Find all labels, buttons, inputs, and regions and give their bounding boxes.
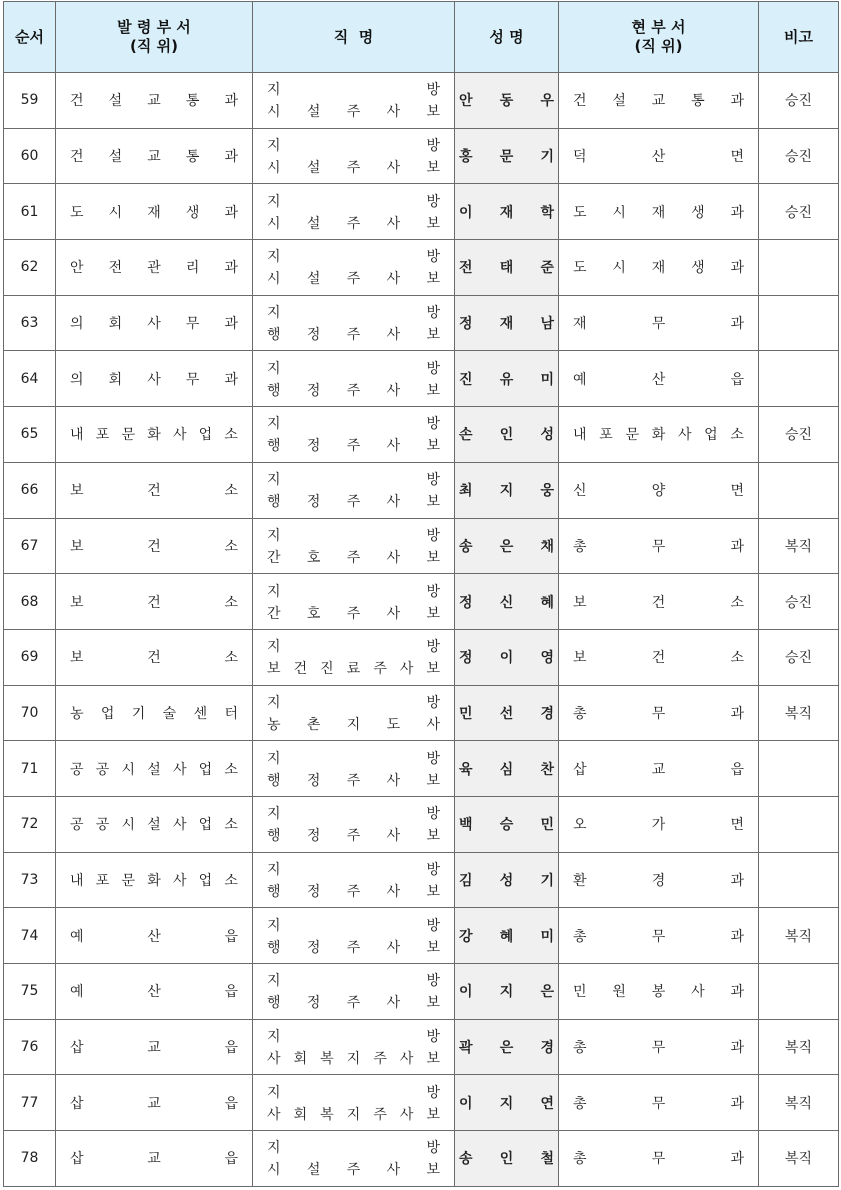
- row-seq: 61: [4, 184, 56, 240]
- row-rank-top: 지 방: [267, 193, 440, 210]
- row-seq: 66: [4, 462, 56, 518]
- row-note: 승진: [759, 629, 839, 685]
- row-rank-bottom: 시 설 주 사 보: [267, 215, 440, 232]
- row-name: 정 재 남: [455, 295, 559, 351]
- row-issuing-dept: 의 회 사 무 과: [56, 295, 253, 351]
- row-rank-top: 지 방: [267, 82, 440, 99]
- row-rank-top: 지 방: [267, 1140, 440, 1157]
- row-seq: 72: [4, 796, 56, 852]
- row-note: 승진: [759, 574, 839, 630]
- row-rank-top: 지 방: [267, 806, 440, 823]
- row-rank: [253, 685, 455, 741]
- row-issuing-dept: 공 공 시 설 사 업 소: [56, 796, 253, 852]
- row-rank: [253, 1019, 455, 1075]
- header-seq: 순서: [4, 2, 56, 73]
- row-rank-bottom: 행 정 주 사 보: [267, 883, 440, 900]
- row-name: 육 심 찬: [455, 741, 559, 797]
- row-rank: [253, 184, 455, 240]
- row-rank-top: 지 방: [267, 416, 440, 433]
- table-row: [4, 462, 839, 518]
- row-seq: 69: [4, 629, 56, 685]
- row-issuing-dept: 삽 교 읍: [56, 1075, 253, 1131]
- table-row: [4, 685, 839, 741]
- header-current-dept-line2: (직 위): [634, 37, 683, 55]
- row-current-dept: 예 산 읍: [559, 351, 759, 407]
- row-rank-bottom: 시 설 주 사 보: [267, 104, 440, 121]
- header-issuing-dept: [56, 2, 253, 73]
- row-note: 복직: [759, 518, 839, 574]
- row-rank: [253, 852, 455, 908]
- row-current-dept: 총 무 과: [559, 1075, 759, 1131]
- row-note: [759, 741, 839, 797]
- row-rank: [253, 295, 455, 351]
- row-seq: 74: [4, 908, 56, 964]
- row-rank: [253, 351, 455, 407]
- row-seq: 73: [4, 852, 56, 908]
- table-row: [4, 964, 839, 1020]
- row-note: [759, 796, 839, 852]
- row-name: 백 승 민: [455, 796, 559, 852]
- row-note: [759, 351, 839, 407]
- row-rank-bottom: 시 설 주 사 보: [267, 1162, 440, 1179]
- row-rank: [253, 407, 455, 463]
- table-row: [4, 852, 839, 908]
- row-rank-bottom: 행 정 주 사 보: [267, 382, 440, 399]
- row-seq: 71: [4, 741, 56, 797]
- row-name: 정 이 영: [455, 629, 559, 685]
- row-rank-top: 지 방: [267, 360, 440, 377]
- row-note: 승진: [759, 407, 839, 463]
- row-current-dept: 내 포 문 화 사 업 소: [559, 407, 759, 463]
- row-issuing-dept: 예 산 읍: [56, 908, 253, 964]
- table-row: [4, 128, 839, 184]
- row-rank-top: 지 방: [267, 305, 440, 322]
- row-current-dept: 덕 산 면: [559, 128, 759, 184]
- row-rank-bottom: 행 정 주 사 보: [267, 494, 440, 511]
- header-current-dept-line1: 현 부 서: [631, 18, 686, 36]
- row-rank-bottom: 간 호 주 사 보: [267, 605, 440, 622]
- row-seq: 75: [4, 964, 56, 1020]
- row-issuing-dept: 삽 교 읍: [56, 1131, 253, 1187]
- row-rank: [253, 73, 455, 129]
- row-note: 복직: [759, 685, 839, 741]
- row-name: 홍 문 기: [455, 128, 559, 184]
- row-rank-bottom: 행 정 주 사 보: [267, 828, 440, 845]
- row-issuing-dept: 삽 교 읍: [56, 1019, 253, 1075]
- row-issuing-dept: 농 업 기 술 센 터: [56, 685, 253, 741]
- row-name: 진 유 미: [455, 351, 559, 407]
- row-current-dept: 도 시 재 생 과: [559, 240, 759, 296]
- row-rank: [253, 462, 455, 518]
- row-name: 민 선 경: [455, 685, 559, 741]
- row-note: [759, 852, 839, 908]
- row-note: 승진: [759, 184, 839, 240]
- row-name: 곽 은 경: [455, 1019, 559, 1075]
- row-issuing-dept: 건 설 교 통 과: [56, 73, 253, 129]
- row-rank: [253, 128, 455, 184]
- row-rank-top: 지 방: [267, 1029, 440, 1046]
- row-rank-top: 지 방: [267, 694, 440, 711]
- row-note: 복직: [759, 908, 839, 964]
- row-name: 송 은 채: [455, 518, 559, 574]
- row-rank-top: 지 방: [267, 138, 440, 155]
- row-issuing-dept: 보 건 소: [56, 462, 253, 518]
- row-rank-top: 지 방: [267, 639, 440, 656]
- table-row: [4, 73, 839, 129]
- row-rank-bottom: 행 정 주 사 보: [267, 939, 440, 956]
- row-seq: 59: [4, 73, 56, 129]
- table-header: [4, 2, 839, 73]
- table-row: [4, 908, 839, 964]
- table-row: [4, 518, 839, 574]
- row-rank-top: 지 방: [267, 1084, 440, 1101]
- row-seq: 65: [4, 407, 56, 463]
- row-rank-bottom: 시 설 주 사 보: [267, 271, 440, 288]
- row-current-dept: 민 원 봉 사 과: [559, 964, 759, 1020]
- row-issuing-dept: 보 건 소: [56, 518, 253, 574]
- row-rank-bottom: 시 설 주 사 보: [267, 160, 440, 177]
- row-rank-top: 지 방: [267, 861, 440, 878]
- row-seq: 68: [4, 574, 56, 630]
- row-current-dept: 도 시 재 생 과: [559, 184, 759, 240]
- header-note: 비고: [759, 2, 839, 73]
- row-rank-bottom: 행 정 주 사 보: [267, 438, 440, 455]
- row-rank-bottom: 농 촌 지 도 사: [267, 716, 440, 733]
- row-seq: 67: [4, 518, 56, 574]
- row-rank: [253, 741, 455, 797]
- row-rank-top: 지 방: [267, 973, 440, 990]
- header-rank: 직 명: [253, 2, 455, 73]
- row-current-dept: 총 무 과: [559, 685, 759, 741]
- row-issuing-dept: 내 포 문 화 사 업 소: [56, 407, 253, 463]
- row-seq: 70: [4, 685, 56, 741]
- row-rank: [253, 574, 455, 630]
- table-row: [4, 407, 839, 463]
- row-seq: 78: [4, 1131, 56, 1187]
- row-name: 전 태 준: [455, 240, 559, 296]
- row-current-dept: 총 무 과: [559, 1131, 759, 1187]
- row-rank-top: 지 방: [267, 527, 440, 544]
- row-issuing-dept: 보 건 소: [56, 629, 253, 685]
- row-rank: [253, 964, 455, 1020]
- row-rank: [253, 796, 455, 852]
- header-issuing-dept-line1: 발 령 부 서: [117, 18, 191, 36]
- row-current-dept: 보 건 소: [559, 574, 759, 630]
- row-rank-top: 지 방: [267, 472, 440, 489]
- row-name: 이 지 연: [455, 1075, 559, 1131]
- table-row: [4, 629, 839, 685]
- row-issuing-dept: 내 포 문 화 사 업 소: [56, 852, 253, 908]
- row-rank-bottom: 간 호 주 사 보: [267, 549, 440, 566]
- table-body: [4, 73, 839, 1187]
- header-issuing-dept-line2: (직 위): [130, 37, 178, 55]
- row-rank: [253, 1075, 455, 1131]
- table-row: [4, 351, 839, 407]
- row-name: 강 혜 미: [455, 908, 559, 964]
- row-rank-bottom: 행 정 주 사 보: [267, 995, 440, 1012]
- row-current-dept: 총 무 과: [559, 518, 759, 574]
- table-row: [4, 295, 839, 351]
- row-name: 손 인 성: [455, 407, 559, 463]
- row-current-dept: 총 무 과: [559, 1019, 759, 1075]
- row-issuing-dept: 보 건 소: [56, 574, 253, 630]
- header-name: 성 명: [455, 2, 559, 73]
- row-rank-top: 지 방: [267, 249, 440, 266]
- row-name: 이 지 은: [455, 964, 559, 1020]
- row-name: 정 신 혜: [455, 574, 559, 630]
- row-seq: 60: [4, 128, 56, 184]
- row-name: 송 인 철: [455, 1131, 559, 1187]
- row-seq: 77: [4, 1075, 56, 1131]
- row-current-dept: 신 양 면: [559, 462, 759, 518]
- row-issuing-dept: 안 전 관 리 과: [56, 240, 253, 296]
- row-current-dept: 오 가 면: [559, 796, 759, 852]
- table-row: [4, 1131, 839, 1187]
- row-rank-top: 지 방: [267, 583, 440, 600]
- row-rank: [253, 518, 455, 574]
- row-note: 복직: [759, 1019, 839, 1075]
- table-row: [4, 741, 839, 797]
- row-seq: 64: [4, 351, 56, 407]
- row-name: 이 재 학: [455, 184, 559, 240]
- row-note: 승진: [759, 73, 839, 129]
- row-rank-top: 지 방: [267, 917, 440, 934]
- row-name: 최 지 웅: [455, 462, 559, 518]
- row-note: [759, 964, 839, 1020]
- row-name: 김 성 기: [455, 852, 559, 908]
- row-seq: 76: [4, 1019, 56, 1075]
- row-seq: 63: [4, 295, 56, 351]
- row-issuing-dept: 건 설 교 통 과: [56, 128, 253, 184]
- row-issuing-dept: 의 회 사 무 과: [56, 351, 253, 407]
- row-current-dept: 건 설 교 통 과: [559, 73, 759, 129]
- row-rank: [253, 629, 455, 685]
- row-rank: [253, 908, 455, 964]
- row-current-dept: 보 건 소: [559, 629, 759, 685]
- row-current-dept: 환 경 과: [559, 852, 759, 908]
- row-rank-top: 지 방: [267, 750, 440, 767]
- row-rank: [253, 240, 455, 296]
- row-current-dept: 재 무 과: [559, 295, 759, 351]
- row-note: 승진: [759, 128, 839, 184]
- table-row: [4, 1075, 839, 1131]
- row-note: 복직: [759, 1131, 839, 1187]
- row-note: [759, 462, 839, 518]
- table-row: [4, 574, 839, 630]
- row-note: [759, 295, 839, 351]
- table-row: [4, 184, 839, 240]
- row-rank-bottom: 보 건 진 료 주 사 보: [267, 661, 440, 678]
- header-current-dept: [559, 2, 759, 73]
- table-row: [4, 1019, 839, 1075]
- row-name: 안 동 우: [455, 73, 559, 129]
- row-rank: [253, 1131, 455, 1187]
- row-issuing-dept: 도 시 재 생 과: [56, 184, 253, 240]
- row-issuing-dept: 공 공 시 설 사 업 소: [56, 741, 253, 797]
- row-seq: 62: [4, 240, 56, 296]
- table-row: [4, 240, 839, 296]
- row-note: [759, 240, 839, 296]
- row-rank-bottom: 사 회 복 지 주 사 보: [267, 1106, 440, 1123]
- row-rank-bottom: 행 정 주 사 보: [267, 327, 440, 344]
- row-current-dept: 총 무 과: [559, 908, 759, 964]
- row-current-dept: 삽 교 읍: [559, 741, 759, 797]
- personnel-table: [3, 1, 839, 1187]
- table-row: [4, 796, 839, 852]
- row-issuing-dept: 예 산 읍: [56, 964, 253, 1020]
- row-rank-bottom: 행 정 주 사 보: [267, 772, 440, 789]
- row-rank-bottom: 사 회 복 지 주 사 보: [267, 1051, 440, 1068]
- row-note: 복직: [759, 1075, 839, 1131]
